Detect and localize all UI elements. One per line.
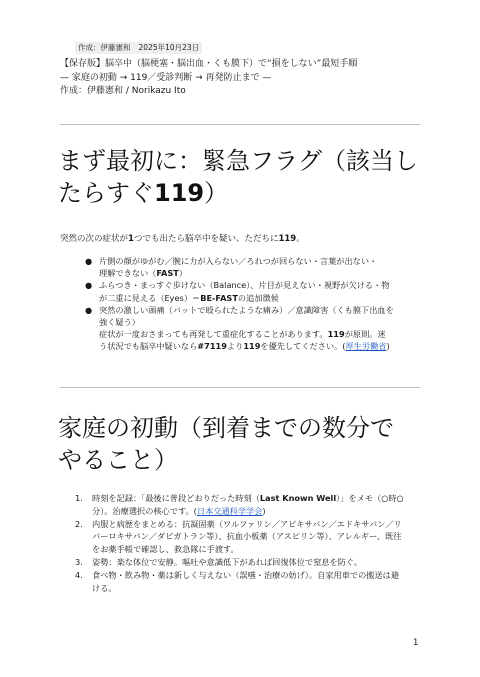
- list-item: 1. 時刻を記録：「最後に普段どおりだった時刻（Last Known Well）」をメモ（○時○ 分）。治療選択の核心です。(日本交通科学学会): [75, 493, 404, 516]
- list-item: ● 突然の激しい頭痛（バットで殴られたような痛み）／意識障害（くも膜下出血を 強く疑う） 症状が一度おさまっても再発して重症化することがあります。119が原則。迷 う状況でも脳卒中疑いなら#7119より119を優先してください。(厚生労働省): [85, 304, 425, 353]
- list-item: ● ふらつき・まっすぐ歩けない（Balance）、片目が見えない・視野が欠ける・物 が二重に見える（Eyes）＝BE-FASTの追加徴候: [85, 280, 390, 303]
- date-meta: 2025年10月23日: [138, 43, 200, 52]
- intro-subtitle: — 家庭の初動 → 119／受診判断 → 再発防止まで —: [60, 72, 272, 83]
- home-first-steps-list: [75, 492, 425, 594]
- section1-heading: まず最初に：緊急フラグ（該当し たらすぐ119）: [58, 147, 418, 207]
- emergency-flag-list: [85, 255, 425, 353]
- jats-link[interactable]: 日本交通科学学会: [196, 505, 263, 516]
- mhlw-link[interactable]: 厚生労働省: [345, 341, 387, 352]
- section-divider: [60, 387, 420, 388]
- intro-author: 作成：伊藤憲和 / Norikazu Ito: [60, 86, 186, 96]
- section1-lead: 突然の次の症状が1つでも出たら脳卒中を疑い、ただちに119。: [60, 234, 305, 244]
- author-meta: 作成：伊藤憲和: [78, 43, 131, 52]
- document-meta-chip: [75, 42, 202, 54]
- list-item: ● 片側の顔がゆがむ／腕に力が入らない／ろれつが回らない・言葉が出ない・ 理解できない（FAST）: [85, 256, 378, 279]
- page-number: 1: [413, 638, 419, 648]
- document-intro: [60, 58, 430, 99]
- section-divider: [60, 124, 420, 125]
- list-item: 3. 姿勢：楽な体位で安静。嘔吐や意識低下があれば回復体位で窒息を防ぐ。: [75, 556, 363, 567]
- list-item: 2. 内服と病歴をまとめる：抗凝固薬（ワルファリン／アピキサバン／エドキサバン／リ バーロキサバン／ダビガトラン等）、抗血小板薬（アスピリン等）、アレルギー、既往 をお薬手帳で確認し、救急隊に手渡す。: [75, 518, 402, 555]
- section2-heading: 家庭の初動（到着までの数分で やること）: [58, 414, 394, 474]
- intro-title: 【保存版】脳卒中（脳梗塞・脳出血・くも膜下）で“損をしない”最短手順: [60, 59, 358, 69]
- list-item: 4. 食べ物・飲み物・薬は新しく与えない（誤嚥・治療の妨げ）。自家用車での搬送は避 ける。: [75, 569, 400, 593]
- emergency-note: 症状が一度おさまっても再発して重症化することがあります。119が原則。迷: [99, 329, 386, 340]
